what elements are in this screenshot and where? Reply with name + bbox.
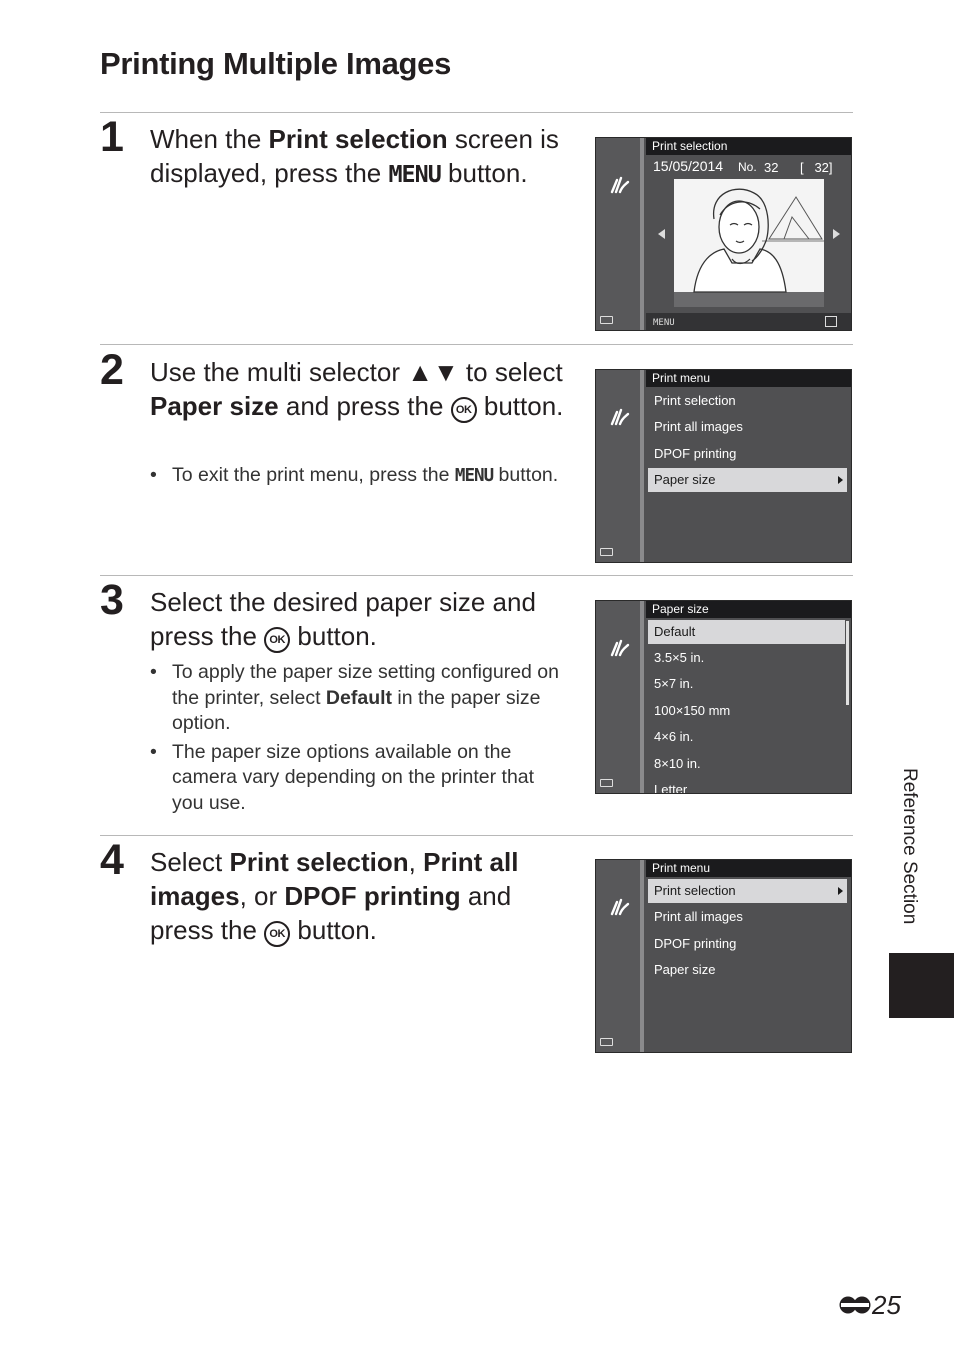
chevron-right-icon <box>838 887 843 895</box>
menu-item-dpof-printing[interactable]: DPOF printing <box>654 936 737 951</box>
date: 15/05/2014 <box>653 158 724 174</box>
ok-button-icon: OK <box>451 397 477 423</box>
right-arrow-icon <box>832 228 842 240</box>
divider <box>100 835 853 836</box>
screen-title: Print selection <box>646 138 851 155</box>
zoom-icon <box>825 316 837 327</box>
chevron-right-icon <box>838 476 843 484</box>
screen-title: Print menu <box>646 370 851 387</box>
printer-icon <box>608 637 630 659</box>
menu-hint: MENU <box>653 318 675 328</box>
image-number: 32 <box>764 160 779 175</box>
section-label: Reference Section <box>899 768 920 925</box>
step-number-3: 3 <box>100 576 124 624</box>
divider <box>100 575 853 576</box>
camera-screen-print-selection <box>595 137 852 331</box>
page-number: 25 <box>838 1290 901 1321</box>
paper-size-option[interactable]: 3.5×5 in. <box>654 650 705 665</box>
left-arrow-icon <box>656 228 666 240</box>
menu-item-print-all-images[interactable]: Print all images <box>654 909 743 924</box>
step-2-text: Use the multi selector ▲▼ to select Paper size and press the OK button. <box>150 357 564 421</box>
step-4-text: Select Print selection, Print all images, or DPOF printing and press the OK button. <box>150 847 519 945</box>
menu-item-print-all-images[interactable]: Print all images <box>654 419 743 434</box>
menu-item-print-selection[interactable]: Print selection <box>648 879 847 903</box>
menu-button-icon: MENU <box>388 160 441 188</box>
note: • The paper size options available on the camera vary depending on the printer that you use. <box>150 740 570 817</box>
section-tab <box>889 953 954 1018</box>
paper-size-option[interactable]: 8×10 in. <box>654 756 701 771</box>
printer-icon <box>608 896 630 918</box>
ok-button-icon: OK <box>264 627 290 653</box>
menu-button-icon: MENU <box>454 466 494 486</box>
menu-item-paper-size[interactable]: Paper size <box>648 468 847 492</box>
paper-size-option[interactable]: 5×7 in. <box>654 676 694 691</box>
camera-screen-print-menu <box>595 859 852 1053</box>
battery-icon <box>600 1038 613 1046</box>
divider <box>100 112 853 113</box>
step-3-text: Select the desired paper size and press the OK button. <box>150 587 536 651</box>
printer-icon <box>608 406 630 428</box>
scrollbar[interactable] <box>846 621 849 705</box>
paper-size-option[interactable]: 4×6 in. <box>654 729 694 744</box>
up-down-arrows-icon: ▲▼ <box>407 357 459 387</box>
camera-screen-print-menu <box>595 369 852 563</box>
printer-icon <box>608 174 630 196</box>
step-number-1: 1 <box>100 113 124 161</box>
step-3-notes <box>150 660 570 819</box>
print-count: [ 32] <box>800 160 833 175</box>
battery-icon <box>600 548 613 556</box>
note: • To exit the print menu, press the MENU button. <box>150 463 570 490</box>
paper-size-option[interactable]: 100×150 mm <box>654 703 731 718</box>
thumbnail-image <box>674 179 824 307</box>
menu-item-print-selection[interactable]: Print selection <box>654 393 736 408</box>
menu-item-paper-size[interactable]: Paper size <box>654 962 716 977</box>
page-title: Printing Multiple Images <box>100 46 452 81</box>
step-2-notes <box>150 463 570 493</box>
battery-icon <box>600 316 613 324</box>
screen-title: Print menu <box>646 860 851 877</box>
menu-item-dpof-printing[interactable]: DPOF printing <box>654 446 737 461</box>
step-number-2: 2 <box>100 346 124 394</box>
divider <box>100 344 853 345</box>
screen-title: Paper size <box>646 601 851 618</box>
ok-button-icon: OK <box>264 921 290 947</box>
battery-icon <box>600 779 613 787</box>
note: • To apply the paper size setting configured on the printer, select Default in the paper size option. <box>150 660 570 737</box>
step-number-4: 4 <box>100 836 124 884</box>
number-label: No. <box>738 160 757 174</box>
camera-screen-paper-size <box>595 600 852 794</box>
paper-size-option[interactable]: Letter <box>654 782 688 794</box>
paper-size-option[interactable]: Default <box>648 620 845 644</box>
e-section-icon <box>838 1293 872 1317</box>
step-1-text: When the Print selection screen is displayed, press the MENU button. <box>150 124 559 188</box>
